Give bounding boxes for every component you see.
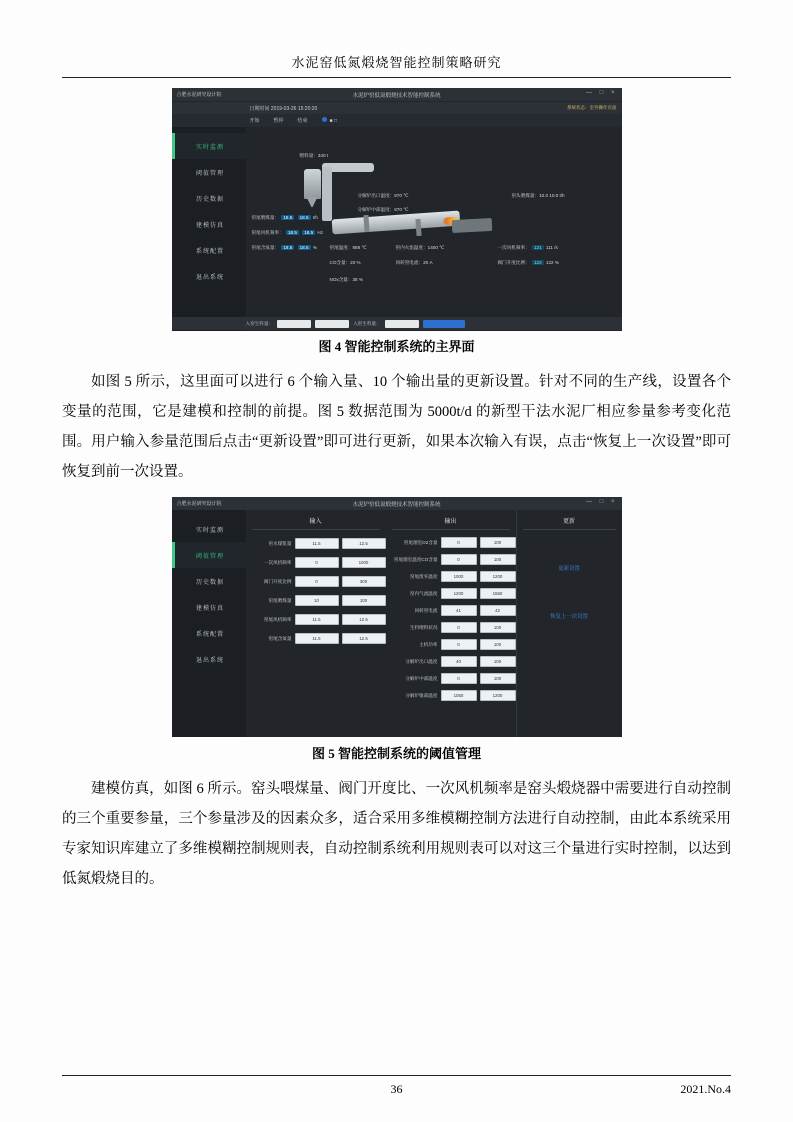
kiln-current-label: 回转窑电流：20 A [395, 260, 433, 265]
sidebar-2 [172, 510, 246, 737]
input-row-2: 一次风机频率 0 1000 [246, 553, 386, 572]
sidebar2-item-history[interactable]: 历史数据 [195, 579, 224, 586]
app-window-threshold [172, 497, 622, 737]
document-footer [62, 1075, 731, 1096]
input-1-max[interactable]: 12.5 [342, 538, 386, 549]
input-1-min[interactable]: 11.5 [295, 538, 339, 549]
input-column-header: 输入 [252, 513, 380, 530]
window-title: 水泥炉窑低氮煅烧技术智能控制系统 [352, 92, 441, 99]
output-row-7: 主机功率 0 100 [386, 636, 516, 653]
kiln-ring-2-shape [415, 219, 421, 236]
input-2-max[interactable]: 1000 [342, 557, 386, 568]
sidebar-item-exit[interactable]: 退出系统 [195, 274, 224, 281]
preheater-mid-temp-label: 分解炉中部温度：870 ℃ [357, 207, 409, 212]
output-column-header: 输出 [392, 513, 510, 530]
control-bar [172, 114, 622, 127]
update-settings-button[interactable]: 更新设置 [558, 566, 580, 572]
burner-shape [451, 218, 492, 233]
nox-content-label: NOx含量：38 % [329, 277, 363, 282]
restore-previous-button[interactable]: 恢复上一次设置 [550, 614, 588, 620]
input-4-min[interactable]: 10 [295, 595, 339, 606]
subbar [172, 101, 622, 114]
status-box-3[interactable] [385, 320, 419, 328]
sidebar2-item-config[interactable]: 系统配置 [195, 631, 224, 638]
output-row-4: 窑内气流温度 1200 1550 [386, 585, 516, 602]
window-org-label-2: 合肥水泥研究设计院 [176, 501, 222, 507]
mode-radio-group[interactable]: ■ □ [322, 117, 337, 124]
output-column [386, 510, 516, 737]
input-6-max[interactable]: 12.5 [342, 633, 386, 644]
output-row-5: 回转窑电流 41 42 [386, 602, 516, 619]
output-9-max[interactable]: 100 [480, 673, 516, 684]
app-window-main [172, 88, 622, 330]
update-column [516, 510, 622, 737]
page-number: 36 [390, 1082, 403, 1096]
output-3-max[interactable]: 1200 [480, 571, 516, 582]
titlebar-2 [172, 497, 622, 510]
input-5-min[interactable]: 11.5 [295, 614, 339, 625]
feed-label: 喂料量：340 t [299, 153, 329, 158]
sidebar-item-history[interactable]: 历史数据 [195, 196, 224, 203]
sidebar2-item-modeling[interactable]: 建模仿真 [195, 605, 224, 612]
output-row-6: 生料喂料状况 0 100 [386, 619, 516, 636]
kiln-ring-1-shape [363, 215, 369, 232]
output-8-max[interactable]: 100 [480, 656, 516, 667]
sidebar-item-threshold[interactable]: 阈值管理 [195, 170, 224, 177]
window-controls[interactable]: — □ × [586, 90, 618, 96]
output-8-min[interactable]: 40 [441, 656, 477, 667]
sidebar2-item-threshold[interactable]: 阈值管理 [172, 542, 246, 568]
vertical-duct-shape [322, 167, 332, 221]
figure-5 [62, 497, 731, 762]
output-4-min[interactable]: 1200 [441, 588, 477, 599]
output-6-max[interactable]: 100 [480, 622, 516, 633]
input-row-6: 窑尾含氧量 11.5 12.5 [246, 629, 386, 648]
system-state-label: 系统状态：室外操作页面 [567, 105, 617, 110]
output-10-max[interactable]: 1200 [480, 690, 516, 701]
status-mid-label: 入窑生料量： [353, 320, 381, 326]
sidebar2-item-exit[interactable]: 退出系统 [195, 657, 224, 664]
start-button[interactable]: 开始 [249, 118, 260, 124]
output-1-min[interactable]: 0 [441, 537, 477, 548]
output-10-min[interactable]: 1050 [441, 690, 477, 701]
output-row-1: 窑尾烟室O2含量 0 100 [386, 534, 516, 551]
update-column-header: 更新 [523, 513, 616, 530]
issue-label: 2021.No.4 [680, 1082, 731, 1096]
output-1-max[interactable]: 100 [480, 537, 516, 548]
input-4-max[interactable]: 100 [342, 595, 386, 606]
paragraph-2: 建模仿真，如图 6 所示。窑头喂煤量、阀门开度比、一次风机频率是窑头煅烧器中需要进行自动控制的三个重要参量，三个参量涉及的因素众多，适合采用多维模糊控制方法进行自动控制，由此本系统采用专家知识库建立了多维模糊控制规则表，自动控制系统利用规则表可以对这三个量进行实时控制，以达到低氮煅烧目的。 [62, 781, 731, 887]
input-row-4: 窑尾喂煤量 10 100 [246, 591, 386, 610]
output-7-min[interactable]: 0 [441, 639, 477, 650]
valve-open-row: 阀门开度比例： 122 122 % [497, 260, 559, 265]
input-column [246, 510, 386, 737]
threshold-columns [246, 510, 622, 737]
kiln-head-coal-label: 窑头喂煤量：10.0 10.0 t/h [511, 193, 565, 198]
output-7-max[interactable]: 100 [480, 639, 516, 650]
figure-4 [62, 88, 731, 355]
output-5-max[interactable]: 42 [480, 605, 516, 616]
input-6-min[interactable]: 11.5 [295, 633, 339, 644]
kiln-tail-coal-row: 窑尾喂煤量： 18.5 18.5 t/h [251, 215, 318, 220]
sidebar-item-config[interactable]: 系统配置 [195, 248, 224, 255]
input-row-3: 阀门开度比例 0 300 [246, 572, 386, 591]
output-row-10: 分解炉锥部温度 1050 1200 [386, 687, 516, 704]
status-box-highlight[interactable] [423, 320, 465, 328]
output-row-9: 分解炉中部温度 0 100 [386, 670, 516, 687]
main-body [172, 127, 622, 331]
preheater-tower-shape [304, 169, 321, 199]
paragraph-1: 如图 5 所示，这里面可以进行 6 个输入量、10 个输出量的更新设置。针对不同的生产线，设置各个变量的范围，它是建模和控制的前提。图 5 数据范围为 5000t/d 的新型干法水泥厂相应参量参考变化范围。用户输入参量范围后点击“更新设置”即可进行更新，如果本次输入有误，点击“恢复上一次设置”即可恢复到前一次设置。 [62, 374, 731, 480]
sidebar-item-modeling[interactable]: 建模仿真 [195, 222, 224, 229]
stop-button[interactable]: 结束 [297, 118, 308, 124]
kiln-tail-temp-label: 窑尾温度：888 ℃ [329, 245, 367, 250]
sidebar-item-realtime[interactable]: 实时监测 [172, 133, 246, 159]
threshold-body [172, 510, 622, 737]
window-controls-2[interactable]: — □ × [586, 499, 618, 505]
rotary-kiln-shape [331, 211, 460, 235]
output-4-max[interactable]: 1550 [480, 588, 516, 599]
output-row-3: 窑尾废弃温度 1000 1200 [386, 568, 516, 585]
sidebar [172, 127, 246, 331]
figure-5-caption: 图 5 智能控制系统的阈值管理 [311, 746, 481, 761]
kiln-tail-fan-row: 窑尾风机频率： 18.5 18.5 Hz [251, 230, 324, 235]
process-diagram [246, 127, 622, 331]
radio-dot-icon [322, 117, 327, 122]
window-title-2: 水泥炉窑低氮煅烧技术智能控制系统 [352, 501, 441, 508]
status-strip [172, 317, 622, 330]
input-3-min[interactable]: 0 [295, 576, 339, 587]
output-row-2: 窑尾烟室温度CO含量 0 100 [386, 551, 516, 568]
input-row-1: 窑水煤浆量 11.5 12.5 [246, 534, 386, 553]
input-2-min[interactable]: 0 [295, 557, 339, 568]
primary-fan-row: 一次风机频率： 121 111 /s [497, 245, 558, 250]
titlebar [172, 88, 622, 101]
burning-zone-temp-label: 窑内火焰温度：1400 ℃ [395, 245, 445, 250]
status-box-1[interactable] [277, 320, 311, 328]
window-org-label: 合肥水泥研究设计院 [176, 92, 222, 98]
document-header: 水泥窑低氮煅烧智能控制策略研究 [62, 52, 731, 78]
output-6-min[interactable]: 0 [441, 622, 477, 633]
status-left-label: 入窑生料量： [245, 320, 274, 326]
figure-4-caption: 图 4 智能控制系统的主界面 [318, 339, 475, 354]
output-row-8: 分解炉出口温度 40 100 [386, 653, 516, 670]
output-2-min[interactable]: 0 [441, 554, 477, 565]
output-9-min[interactable]: 0 [441, 673, 477, 684]
output-2-max[interactable]: 100 [480, 554, 516, 565]
pause-button[interactable]: 暂停 [273, 118, 284, 124]
status-box-2[interactable] [315, 320, 349, 328]
co-content-label: CO含量：20 % [329, 260, 361, 265]
datetime-label: 日期时间 2019-03-26 15:20:20 [249, 105, 318, 112]
sidebar2-item-realtime[interactable]: 实时监测 [195, 527, 224, 534]
input-3-max[interactable]: 300 [342, 576, 386, 587]
output-3-min[interactable]: 1000 [441, 571, 477, 582]
output-5-min[interactable]: 41 [441, 605, 477, 616]
kiln-tail-o2-row: 窑尾含氧量： 18.5 18.5 % [251, 245, 317, 250]
input-5-max[interactable]: 12.5 [342, 614, 386, 625]
input-row-5: 窑尾风机频率 11.5 12.5 [246, 610, 386, 629]
preheater-out-temp-label: 分解炉出口温度：870 ℃ [357, 193, 409, 198]
